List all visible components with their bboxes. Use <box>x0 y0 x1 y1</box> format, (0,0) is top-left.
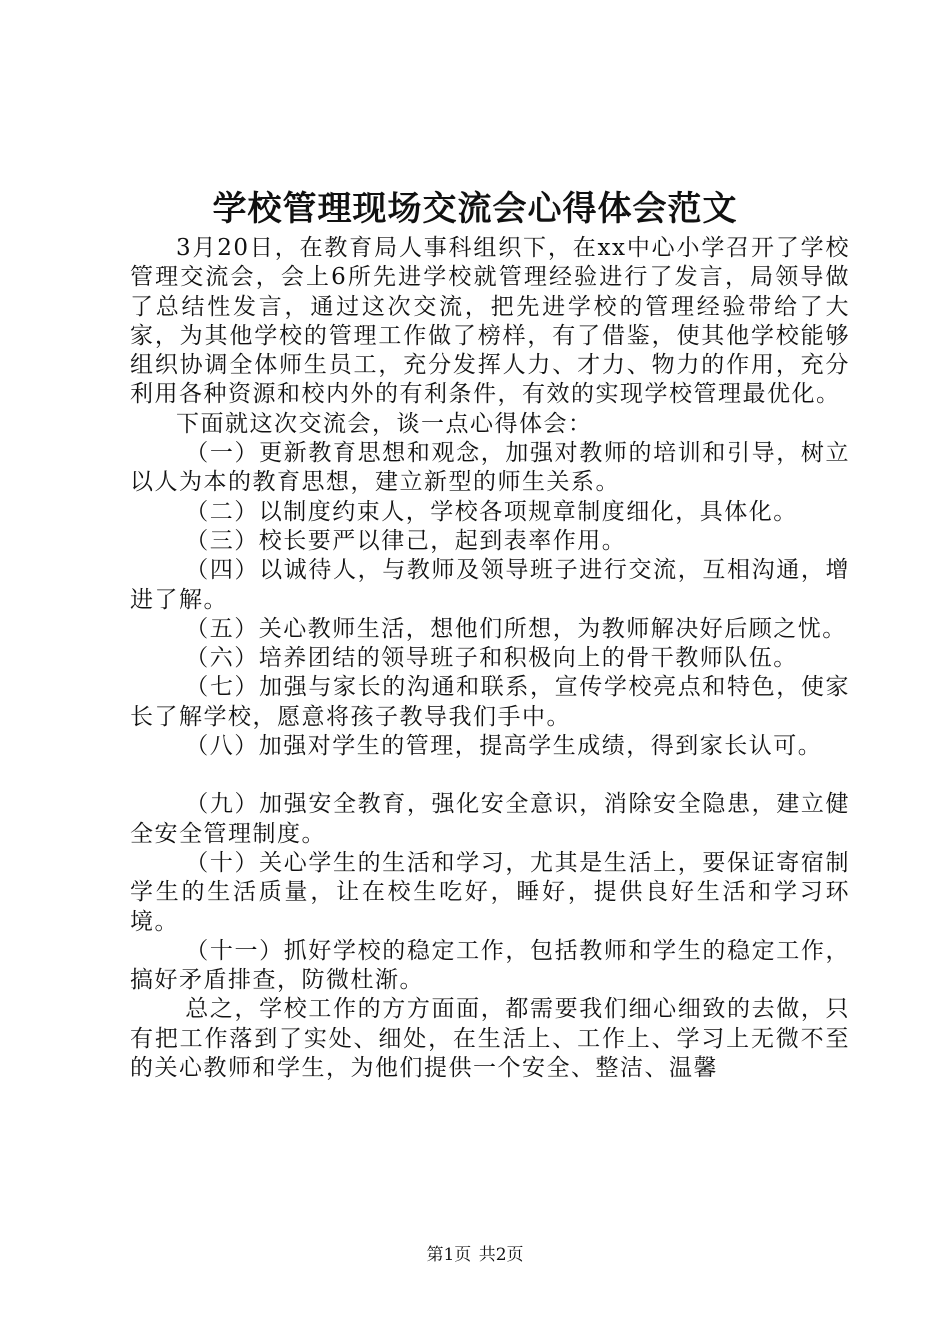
list-item: （七）加强与家长的沟通和联系，宣传学校亮点和特色，使家长了解学校，愿意将孩子教导我们手中。 <box>130 674 850 730</box>
list-item: （十一）抓好学校的稳定工作，包括教师和学生的稳定工作，搞好矛盾排查，防微杜渐。 <box>130 937 850 994</box>
list-item: （九）加强安全教育，强化安全意识，消除安全隐患，建立健全安全管理制度。 <box>130 791 850 847</box>
list-item: （二）以制度约束人，学校各项规章制度细化，具体化。 <box>185 498 798 525</box>
page-footer <box>0 1243 950 1267</box>
list-item: （一）更新教育思想和观念，加强对教师的培训和引导，树立以人为本的教育思想，建立新型的师生关系。 <box>130 440 850 496</box>
page-total: 共2页 <box>478 1245 524 1265</box>
document-body <box>130 234 850 1083</box>
list-item: （三）校长要严以律己，起到表率作用。 <box>185 527 627 554</box>
paragraph-conclusion: 总之，学校工作的方方面面，都需要我们细心细致的去做，只有把工作落到了实处、细处，在生活上、工作上、学习上无微不至的关心教师和学生，为他们提供一个安全、整洁、温馨 <box>130 996 850 1082</box>
paragraph-lead: 下面就这次交流会，谈一点心得体会： <box>176 410 593 437</box>
page-number: 第1页 <box>426 1245 472 1265</box>
list-item: （五）关心教师生活，想他们所想，为教师解决好后顾之忧。 <box>185 615 847 642</box>
list-item: （十）关心学生的生活和学习，尤其是生活上，要保证寄宿制学生的生活质量，让在校生吃好，睡好，提供良好生活和学习环境。 <box>130 849 850 935</box>
list-item: （六）培养团结的领导班子和积极向上的骨干教师队伍。 <box>185 645 798 672</box>
list-item: （四）以诚待人，与教师及领导班子进行交流，互相沟通，增进了解。 <box>130 557 850 613</box>
list-item: （八）加强对学生的管理，提高学生成绩，得到家长认可。 <box>185 733 823 760</box>
paragraph-intro: 3月20日，在教育局人事科组织下，在xx中心小学召开了学校管理交流会，会上6所先进学校就管理经验进行了发言，局领导做了总结性发言，通过这次交流，把先进学校的管理经验带给了大家，为其他学校的管理工作做了榜样，有了借鉴，使其他学校能够组织协调全体师生员工，充分发挥人力、才力、物力的作用，充分利用各种资源和校内外的有利条件，有效的实现学校管理最优化。 <box>130 235 850 408</box>
document-title: 学校管理现场交流会心得体会范文 <box>212 189 738 229</box>
